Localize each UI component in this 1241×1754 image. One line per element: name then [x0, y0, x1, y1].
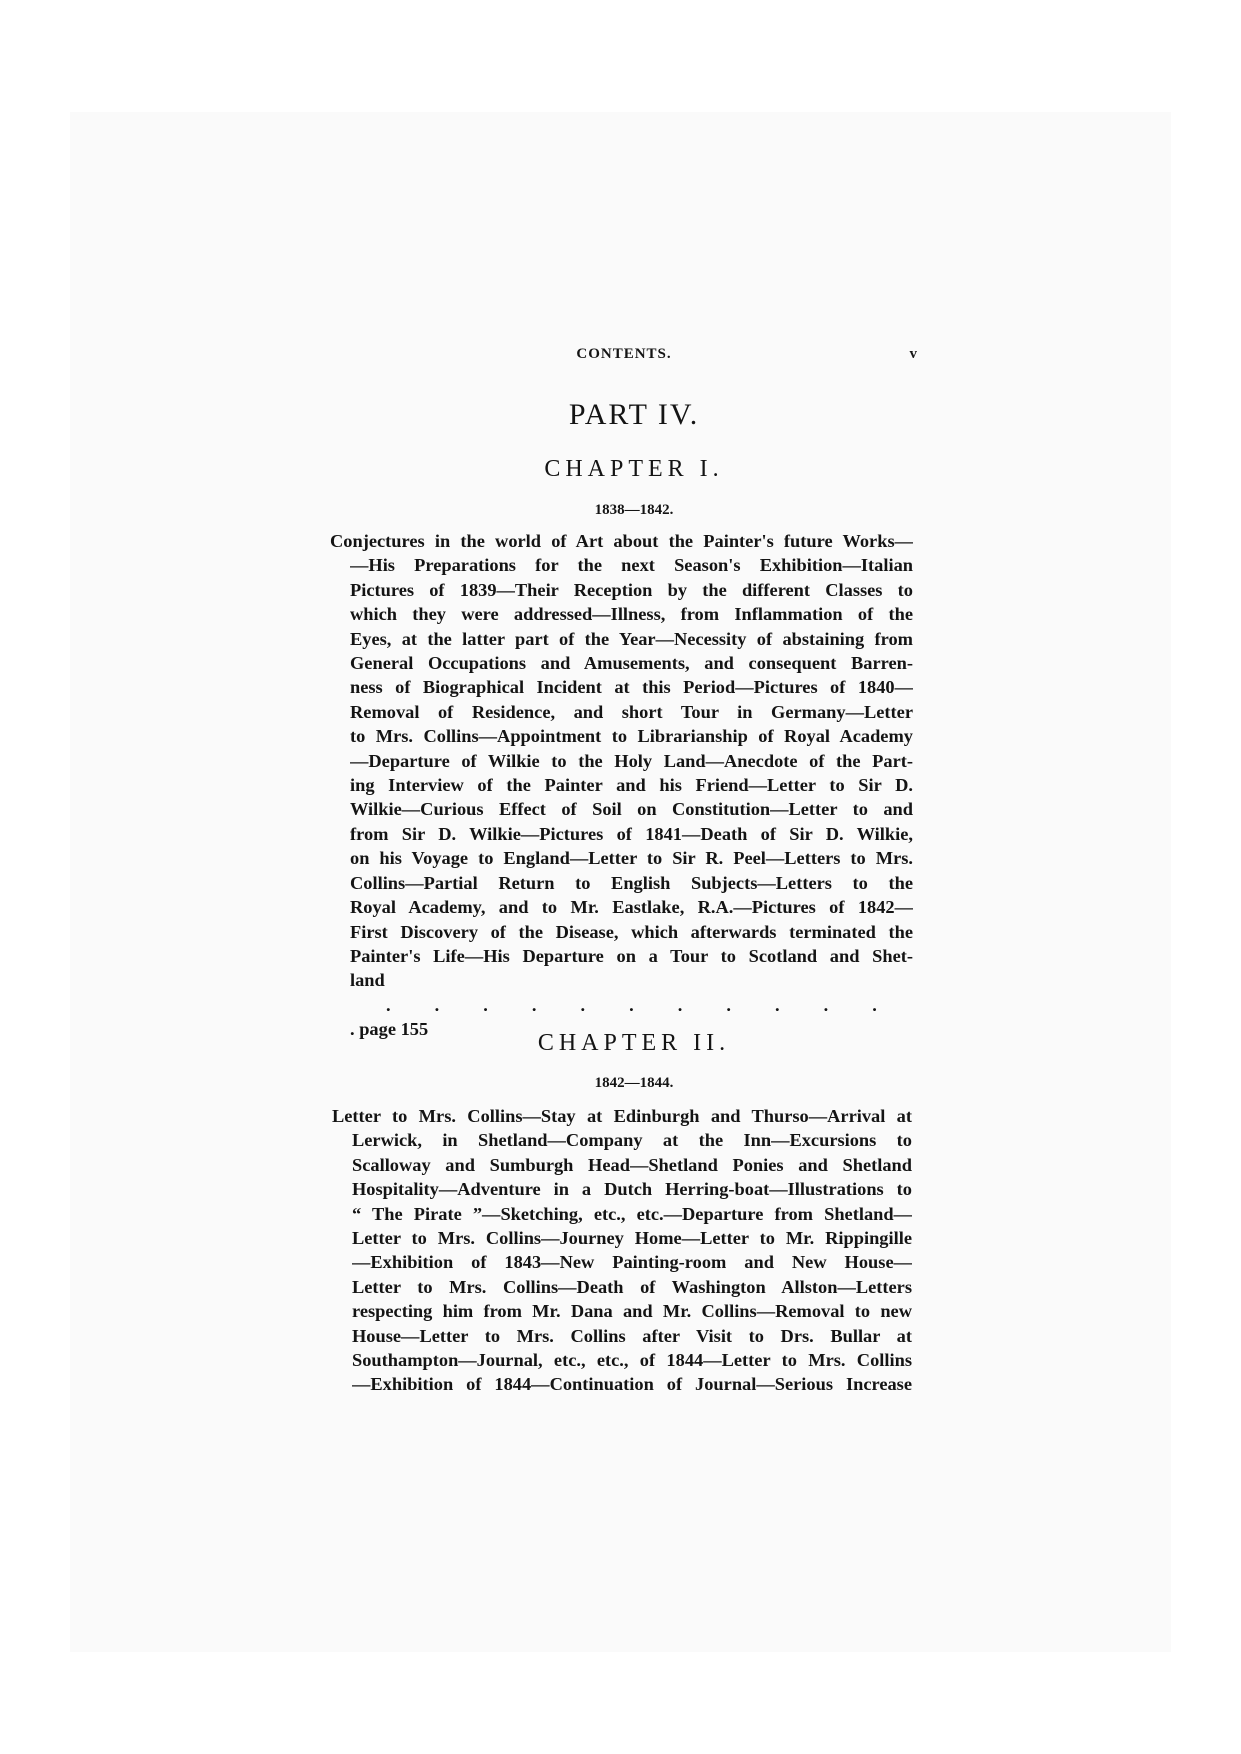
chapter-1-summary	[330, 529, 913, 1042]
summary-line: Conjectures in the world of Art about the Painter's future Works—	[330, 531, 913, 551]
chapter-1-title: CHAPTER I.	[544, 456, 724, 482]
final-text: land	[350, 970, 385, 991]
summary-line: Letter to Mrs. Collins—Stay at Edinburgh and Thurso—Arrival at	[332, 1106, 912, 1126]
summary-line: respecting him from Mr. Dana and Mr. Collins—Removal to new	[352, 1301, 912, 1322]
summary-line: Collins—Partial Return to English Subjects—Letters to the	[350, 872, 913, 893]
summary-line: Eyes, at the latter part of the Year—Necessity of abstaining from	[350, 628, 913, 649]
part-title: PART IV.	[568, 398, 700, 431]
summary-line: ing Interview of the Painter and his Friend—Letter to Sir D.	[350, 775, 913, 796]
summary-line: —His Preparations for the next Season's Exhibition—Italian	[350, 555, 913, 576]
running-title: CONTENTS.	[576, 346, 672, 362]
chapter-2-title: CHAPTER II.	[537, 1030, 731, 1056]
summary-line: Lerwick, in Shetland—Company at the Inn—Excursions to	[352, 1130, 912, 1151]
page-number: v	[909, 346, 918, 362]
summary-line: Painter's Life—His Departure on a Tour to Scotland and Shet-	[350, 945, 913, 966]
summary-line: —Exhibition of 1844—Continuation of Journal—Serious Increase	[352, 1374, 912, 1395]
summary-line: Scalloway and Sumburgh Head—Shetland Ponies and Shetland	[352, 1154, 912, 1175]
chapter-2-years: 1842—1844.	[594, 1075, 674, 1091]
summary-line: which they were addressed—Illness, from Inflammation of the	[350, 604, 913, 625]
summary-line: from Sir D. Wilkie—Pictures of 1841—Death of Sir D. Wilkie,	[350, 823, 913, 844]
running-header	[330, 346, 918, 370]
summary-line: First Discovery of the Disease, which afterwards terminated the	[350, 921, 913, 942]
summary-line: —Departure of Wilkie to the Holy Land—Anecdote of the Part-	[350, 750, 913, 771]
dot-leader: . . . . . . . . . . .	[386, 994, 877, 1015]
summary-line: Pictures of 1839—Their Reception by the different Classes to	[350, 579, 913, 600]
summary-line: Letter to Mrs. Collins—Journey Home—Letter to Mr. Rippingille	[352, 1228, 912, 1249]
summary-line: to Mrs. Collins—Appointment to Librarianship of Royal Academy	[350, 726, 913, 747]
page-reference: . page 155	[350, 1019, 429, 1040]
summary-line: Removal of Residence, and short Tour in Germany—Letter	[350, 701, 913, 722]
summary-line: Wilkie—Curious Effect of Soil on Constitution—Letter to and	[350, 799, 913, 820]
summary-line: Royal Academy, and to Mr. Eastlake, R.A.—Pictures of 1842—	[350, 897, 913, 918]
summary-line: Southampton—Journal, etc., etc., of 1844—Letter to Mrs. Collins	[352, 1350, 912, 1371]
summary-line: Hospitality—Adventure in a Dutch Herring-boat—Illustrations to	[352, 1179, 912, 1200]
summary-line: ness of Biographical Incident at this Period—Pictures of 1840—	[350, 677, 913, 698]
chapter-2-summary	[332, 1104, 912, 1397]
summary-line: “ The Pirate ”—Sketching, etc., etc.—Departure from Shetland—	[352, 1203, 912, 1224]
summary-line: House—Letter to Mrs. Collins after Visit to Drs. Bullar at	[352, 1325, 912, 1346]
summary-line: on his Voyage to England—Letter to Sir R. Peel—Letters to Mrs.	[350, 848, 913, 869]
chapter-1-years: 1838—1842.	[594, 502, 674, 518]
summary-line: Letter to Mrs. Collins—Death of Washington Allston—Letters	[352, 1276, 912, 1297]
summary-line: General Occupations and Amusements, and consequent Barren-	[350, 653, 913, 674]
summary-line: —Exhibition of 1843—New Painting-room and New House—	[352, 1252, 912, 1273]
